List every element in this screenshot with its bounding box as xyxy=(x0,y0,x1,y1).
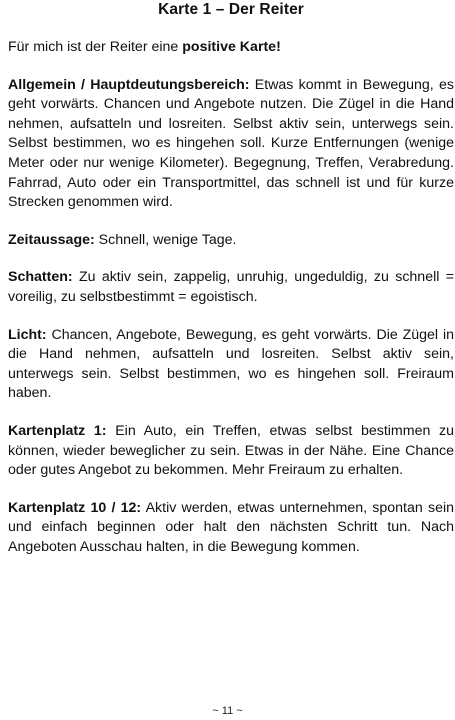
section-shadow xyxy=(8,268,454,307)
section-text: Schnell, wenige Tage. xyxy=(94,231,237,248)
section-label: Allgemein / Hauptdeutungsbereich: xyxy=(8,76,250,93)
section-label: Kartenplatz 1: xyxy=(8,422,107,439)
section-label: Schatten: xyxy=(8,269,73,286)
section-text: Aktiv werden, etwas unternehmen, spontan sein und einfach beginnen oder halt den nächsten Schritt tun. Nach Angeboten Ausschau halten, in die Bewegung kommen. xyxy=(8,499,454,555)
page-title: Karte 1 – Der Reiter xyxy=(158,1,304,18)
section-general xyxy=(8,76,454,213)
intro-emphasis: positive Karte! xyxy=(182,39,281,55)
document-page xyxy=(8,0,454,720)
section-label: Licht: xyxy=(8,326,47,343)
page-number: ~ 11 ~ xyxy=(212,705,243,717)
intro-paragraph xyxy=(8,38,454,58)
section-position-10-12 xyxy=(8,499,454,558)
section-position-1 xyxy=(8,422,454,481)
section-light xyxy=(8,326,454,404)
section-text: Ein Auto, ein Treffen, etwas selbst bestimmen zu können, wieder beweglicher zu sein. Etwas in der Nähe. Eine Chance oder gutes Angebot zu bekommen. Mehr Freiraum zu erhalten. xyxy=(8,422,454,479)
section-text: Chancen, Angebote, Bewegung, es geht vorwärts. Die Zügel in die Hand nehmen, aufsatteln und losreiten. Selbst aktiv sein, unterwegs sein. Selbst bestimmen, wo es hingehen soll. Freiraum haben. xyxy=(8,326,454,402)
section-text: Etwas kommt in Bewegung, es geht vorwärts. Chancen und Angebote nutzen. Die Zügel in die Hand nehmen, aufsatteln und losreiten. Selbst aktiv sein, unterwegs sein. Selbst bestimmen, wo es hingehen soll. Kurze Entfernungen (wenige Meter oder nur wenige Kilometer). Begegnung, Treffen, Verabredung. Fahrrad, Auto oder ein Transportmittel, das schnell ist und für kurze Strecken genommen wird. xyxy=(8,76,454,211)
section-time xyxy=(8,231,454,251)
section-label: Zeitaussage: xyxy=(8,231,95,248)
intro-text: Für mich ist der Reiter eine xyxy=(8,39,183,55)
section-text: Zu aktiv sein, zappelig, unruhig, ungeduldig, zu schnell = voreilig, zu selbstbestimmt = egoistisch. xyxy=(8,269,454,305)
section-label: Kartenplatz 10 / 12: xyxy=(8,499,142,516)
